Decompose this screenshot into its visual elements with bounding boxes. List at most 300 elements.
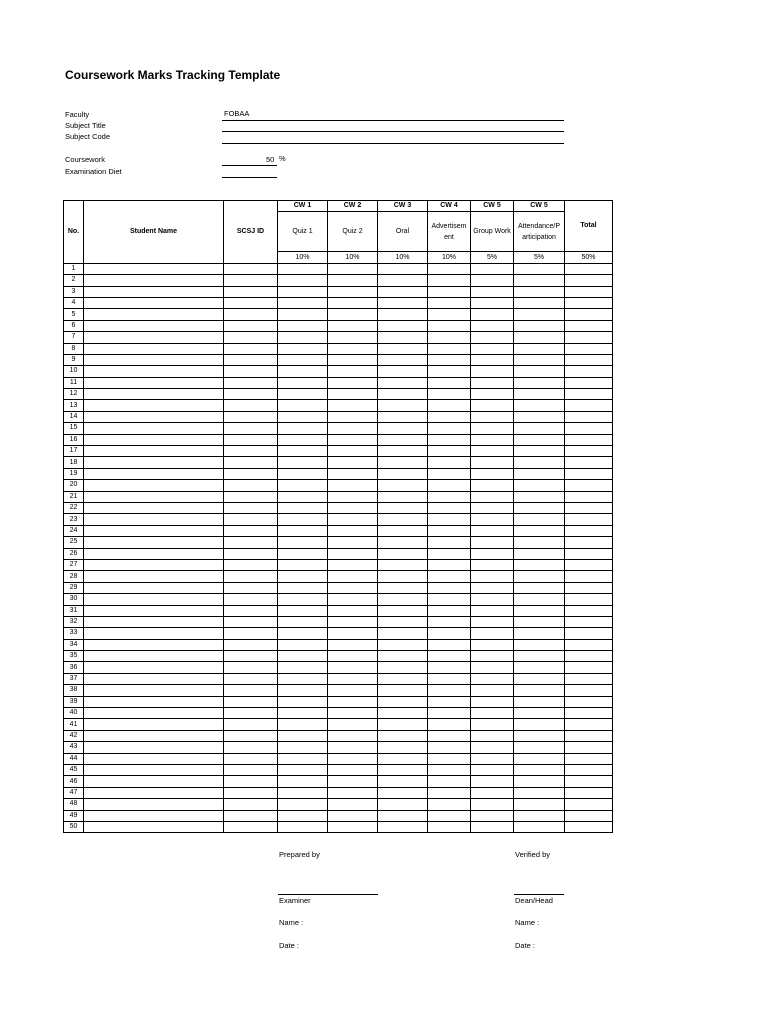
student-name-cell[interactable] xyxy=(84,810,224,821)
cw6-cell[interactable] xyxy=(514,651,565,662)
cw2-cell[interactable] xyxy=(328,594,378,605)
cw6-cell[interactable] xyxy=(514,594,565,605)
cw4-cell[interactable] xyxy=(428,708,471,719)
scsj-id-cell[interactable] xyxy=(224,525,278,536)
scsj-id-cell[interactable] xyxy=(224,628,278,639)
cw5-cell[interactable] xyxy=(471,320,514,331)
cw6-cell[interactable] xyxy=(514,616,565,627)
scsj-id-cell[interactable] xyxy=(224,651,278,662)
student-name-cell[interactable] xyxy=(84,457,224,468)
scsj-id-cell[interactable] xyxy=(224,320,278,331)
cw2-cell[interactable] xyxy=(328,628,378,639)
cw3-cell[interactable] xyxy=(378,639,428,650)
cw2-cell[interactable] xyxy=(328,810,378,821)
total-cell[interactable] xyxy=(565,662,613,673)
cw2-cell[interactable] xyxy=(328,776,378,787)
cw1-cell[interactable] xyxy=(278,275,328,286)
cw2-cell[interactable] xyxy=(328,559,378,570)
cw6-cell[interactable] xyxy=(514,525,565,536)
cw6-cell[interactable] xyxy=(514,628,565,639)
cw6-cell[interactable] xyxy=(514,411,565,422)
cw6-cell[interactable] xyxy=(514,320,565,331)
cw5-cell[interactable] xyxy=(471,616,514,627)
student-name-cell[interactable] xyxy=(84,719,224,730)
cw1-cell[interactable] xyxy=(278,605,328,616)
scsj-id-cell[interactable] xyxy=(224,468,278,479)
cw2-cell[interactable] xyxy=(328,332,378,343)
cw3-cell[interactable] xyxy=(378,400,428,411)
cw6-cell[interactable] xyxy=(514,502,565,513)
total-cell[interactable] xyxy=(565,297,613,308)
student-name-cell[interactable] xyxy=(84,434,224,445)
student-name-cell[interactable] xyxy=(84,787,224,798)
scsj-id-cell[interactable] xyxy=(224,434,278,445)
cw5-cell[interactable] xyxy=(471,685,514,696)
cw3-cell[interactable] xyxy=(378,457,428,468)
cw1-cell[interactable] xyxy=(278,537,328,548)
cw3-cell[interactable] xyxy=(378,708,428,719)
cw6-cell[interactable] xyxy=(514,730,565,741)
cw6-cell[interactable] xyxy=(514,297,565,308)
cw5-cell[interactable] xyxy=(471,309,514,320)
dean-signature-line[interactable] xyxy=(514,894,564,895)
cw5-cell[interactable] xyxy=(471,776,514,787)
cw3-cell[interactable] xyxy=(378,628,428,639)
scsj-id-cell[interactable] xyxy=(224,411,278,422)
total-cell[interactable] xyxy=(565,559,613,570)
cw4-cell[interactable] xyxy=(428,275,471,286)
cw6-cell[interactable] xyxy=(514,491,565,502)
cw4-cell[interactable] xyxy=(428,548,471,559)
cw5-cell[interactable] xyxy=(471,753,514,764)
total-cell[interactable] xyxy=(565,571,613,582)
scsj-id-cell[interactable] xyxy=(224,719,278,730)
scsj-id-cell[interactable] xyxy=(224,537,278,548)
scsj-id-cell[interactable] xyxy=(224,810,278,821)
cw3-cell[interactable] xyxy=(378,434,428,445)
cw5-cell[interactable] xyxy=(471,366,514,377)
scsj-id-cell[interactable] xyxy=(224,708,278,719)
student-name-cell[interactable] xyxy=(84,571,224,582)
scsj-id-cell[interactable] xyxy=(224,457,278,468)
cw1-cell[interactable] xyxy=(278,354,328,365)
scsj-id-cell[interactable] xyxy=(224,605,278,616)
cw5-cell[interactable] xyxy=(471,594,514,605)
cw1-cell[interactable] xyxy=(278,594,328,605)
student-name-cell[interactable] xyxy=(84,673,224,684)
cw2-cell[interactable] xyxy=(328,753,378,764)
cw2-cell[interactable] xyxy=(328,286,378,297)
cw1-cell[interactable] xyxy=(278,787,328,798)
total-cell[interactable] xyxy=(565,343,613,354)
scsj-id-cell[interactable] xyxy=(224,639,278,650)
cw1-cell[interactable] xyxy=(278,434,328,445)
cw1-cell[interactable] xyxy=(278,764,328,775)
student-name-cell[interactable] xyxy=(84,332,224,343)
total-cell[interactable] xyxy=(565,332,613,343)
cw6-cell[interactable] xyxy=(514,343,565,354)
cw4-cell[interactable] xyxy=(428,480,471,491)
cw3-cell[interactable] xyxy=(378,514,428,525)
cw4-cell[interactable] xyxy=(428,651,471,662)
cw4-cell[interactable] xyxy=(428,628,471,639)
total-cell[interactable] xyxy=(565,423,613,434)
total-cell[interactable] xyxy=(565,366,613,377)
total-cell[interactable] xyxy=(565,821,613,832)
student-name-cell[interactable] xyxy=(84,537,224,548)
total-cell[interactable] xyxy=(565,730,613,741)
cw3-cell[interactable] xyxy=(378,810,428,821)
student-name-cell[interactable] xyxy=(84,525,224,536)
cw6-cell[interactable] xyxy=(514,605,565,616)
total-cell[interactable] xyxy=(565,309,613,320)
scsj-id-cell[interactable] xyxy=(224,286,278,297)
cw3-cell[interactable] xyxy=(378,297,428,308)
total-cell[interactable] xyxy=(565,525,613,536)
cw2-cell[interactable] xyxy=(328,297,378,308)
cw5-cell[interactable] xyxy=(471,275,514,286)
cw1-cell[interactable] xyxy=(278,514,328,525)
total-cell[interactable] xyxy=(565,491,613,502)
cw2-cell[interactable] xyxy=(328,263,378,274)
cw5-cell[interactable] xyxy=(471,502,514,513)
student-name-cell[interactable] xyxy=(84,582,224,593)
cw6-cell[interactable] xyxy=(514,400,565,411)
cw4-cell[interactable] xyxy=(428,354,471,365)
cw3-cell[interactable] xyxy=(378,366,428,377)
cw5-cell[interactable] xyxy=(471,548,514,559)
student-name-cell[interactable] xyxy=(84,764,224,775)
cw2-cell[interactable] xyxy=(328,639,378,650)
cw1-cell[interactable] xyxy=(278,297,328,308)
scsj-id-cell[interactable] xyxy=(224,730,278,741)
cw3-cell[interactable] xyxy=(378,263,428,274)
student-name-cell[interactable] xyxy=(84,594,224,605)
cw6-cell[interactable] xyxy=(514,787,565,798)
cw4-cell[interactable] xyxy=(428,810,471,821)
cw1-cell[interactable] xyxy=(278,616,328,627)
student-name-cell[interactable] xyxy=(84,685,224,696)
cw3-cell[interactable] xyxy=(378,286,428,297)
scsj-id-cell[interactable] xyxy=(224,514,278,525)
cw4-cell[interactable] xyxy=(428,377,471,388)
cw1-cell[interactable] xyxy=(278,263,328,274)
cw5-cell[interactable] xyxy=(471,423,514,434)
student-name-cell[interactable] xyxy=(84,377,224,388)
cw3-cell[interactable] xyxy=(378,730,428,741)
cw2-cell[interactable] xyxy=(328,685,378,696)
cw4-cell[interactable] xyxy=(428,537,471,548)
cw2-cell[interactable] xyxy=(328,343,378,354)
student-name-cell[interactable] xyxy=(84,616,224,627)
cw4-cell[interactable] xyxy=(428,639,471,650)
cw2-cell[interactable] xyxy=(328,821,378,832)
cw3-cell[interactable] xyxy=(378,332,428,343)
cw3-cell[interactable] xyxy=(378,559,428,570)
cw5-cell[interactable] xyxy=(471,821,514,832)
cw5-cell[interactable] xyxy=(471,377,514,388)
cw6-cell[interactable] xyxy=(514,742,565,753)
scsj-id-cell[interactable] xyxy=(224,491,278,502)
total-cell[interactable] xyxy=(565,594,613,605)
total-cell[interactable] xyxy=(565,685,613,696)
cw5-cell[interactable] xyxy=(471,708,514,719)
cw6-cell[interactable] xyxy=(514,389,565,400)
scsj-id-cell[interactable] xyxy=(224,594,278,605)
scsj-id-cell[interactable] xyxy=(224,446,278,457)
cw2-cell[interactable] xyxy=(328,742,378,753)
total-cell[interactable] xyxy=(565,468,613,479)
cw3-cell[interactable] xyxy=(378,446,428,457)
student-name-cell[interactable] xyxy=(84,776,224,787)
cw3-cell[interactable] xyxy=(378,502,428,513)
cw5-cell[interactable] xyxy=(471,559,514,570)
cw3-cell[interactable] xyxy=(378,343,428,354)
cw3-cell[interactable] xyxy=(378,685,428,696)
total-cell[interactable] xyxy=(565,696,613,707)
cw2-cell[interactable] xyxy=(328,434,378,445)
student-name-cell[interactable] xyxy=(84,548,224,559)
cw5-cell[interactable] xyxy=(471,628,514,639)
cw2-cell[interactable] xyxy=(328,605,378,616)
student-name-cell[interactable] xyxy=(84,742,224,753)
cw1-cell[interactable] xyxy=(278,423,328,434)
cw4-cell[interactable] xyxy=(428,297,471,308)
cw4-cell[interactable] xyxy=(428,411,471,422)
cw5-cell[interactable] xyxy=(471,480,514,491)
cw1-cell[interactable] xyxy=(278,377,328,388)
cw3-cell[interactable] xyxy=(378,764,428,775)
student-name-cell[interactable] xyxy=(84,366,224,377)
cw4-cell[interactable] xyxy=(428,799,471,810)
cw2-cell[interactable] xyxy=(328,389,378,400)
cw4-cell[interactable] xyxy=(428,491,471,502)
examiner-signature-line[interactable] xyxy=(278,894,378,895)
cw2-cell[interactable] xyxy=(328,514,378,525)
student-name-cell[interactable] xyxy=(84,559,224,570)
cw2-cell[interactable] xyxy=(328,719,378,730)
total-cell[interactable] xyxy=(565,400,613,411)
total-cell[interactable] xyxy=(565,764,613,775)
total-cell[interactable] xyxy=(565,605,613,616)
scsj-id-cell[interactable] xyxy=(224,423,278,434)
cw6-cell[interactable] xyxy=(514,821,565,832)
cw4-cell[interactable] xyxy=(428,594,471,605)
cw6-cell[interactable] xyxy=(514,309,565,320)
cw1-cell[interactable] xyxy=(278,446,328,457)
cw1-cell[interactable] xyxy=(278,468,328,479)
cw5-cell[interactable] xyxy=(471,810,514,821)
student-name-cell[interactable] xyxy=(84,354,224,365)
cw1-cell[interactable] xyxy=(278,309,328,320)
exam-diet-field[interactable] xyxy=(222,177,277,178)
cw1-cell[interactable] xyxy=(278,571,328,582)
cw3-cell[interactable] xyxy=(378,787,428,798)
scsj-id-cell[interactable] xyxy=(224,559,278,570)
cw5-cell[interactable] xyxy=(471,389,514,400)
cw3-cell[interactable] xyxy=(378,525,428,536)
cw4-cell[interactable] xyxy=(428,514,471,525)
scsj-id-cell[interactable] xyxy=(224,776,278,787)
scsj-id-cell[interactable] xyxy=(224,366,278,377)
cw3-cell[interactable] xyxy=(378,537,428,548)
scsj-id-cell[interactable] xyxy=(224,343,278,354)
total-cell[interactable] xyxy=(565,377,613,388)
student-name-cell[interactable] xyxy=(84,423,224,434)
cw2-cell[interactable] xyxy=(328,468,378,479)
cw5-cell[interactable] xyxy=(471,354,514,365)
cw5-cell[interactable] xyxy=(471,446,514,457)
cw1-cell[interactable] xyxy=(278,810,328,821)
total-cell[interactable] xyxy=(565,719,613,730)
student-name-cell[interactable] xyxy=(84,821,224,832)
cw2-cell[interactable] xyxy=(328,502,378,513)
cw4-cell[interactable] xyxy=(428,696,471,707)
cw2-cell[interactable] xyxy=(328,571,378,582)
cw2-cell[interactable] xyxy=(328,354,378,365)
total-cell[interactable] xyxy=(565,810,613,821)
cw6-cell[interactable] xyxy=(514,764,565,775)
total-cell[interactable] xyxy=(565,502,613,513)
cw6-cell[interactable] xyxy=(514,696,565,707)
cw1-cell[interactable] xyxy=(278,685,328,696)
cw6-cell[interactable] xyxy=(514,480,565,491)
scsj-id-cell[interactable] xyxy=(224,696,278,707)
cw5-cell[interactable] xyxy=(471,332,514,343)
student-name-cell[interactable] xyxy=(84,320,224,331)
cw6-cell[interactable] xyxy=(514,719,565,730)
cw1-cell[interactable] xyxy=(278,742,328,753)
scsj-id-cell[interactable] xyxy=(224,377,278,388)
cw4-cell[interactable] xyxy=(428,263,471,274)
cw6-cell[interactable] xyxy=(514,354,565,365)
cw6-cell[interactable] xyxy=(514,457,565,468)
cw5-cell[interactable] xyxy=(471,537,514,548)
cw6-cell[interactable] xyxy=(514,639,565,650)
cw5-cell[interactable] xyxy=(471,662,514,673)
scsj-id-cell[interactable] xyxy=(224,582,278,593)
scsj-id-cell[interactable] xyxy=(224,332,278,343)
student-name-cell[interactable] xyxy=(84,286,224,297)
total-cell[interactable] xyxy=(565,582,613,593)
total-cell[interactable] xyxy=(565,514,613,525)
cw6-cell[interactable] xyxy=(514,776,565,787)
total-cell[interactable] xyxy=(565,457,613,468)
cw1-cell[interactable] xyxy=(278,651,328,662)
cw3-cell[interactable] xyxy=(378,651,428,662)
cw5-cell[interactable] xyxy=(471,764,514,775)
cw6-cell[interactable] xyxy=(514,514,565,525)
cw6-cell[interactable] xyxy=(514,446,565,457)
cw6-cell[interactable] xyxy=(514,332,565,343)
cw2-cell[interactable] xyxy=(328,673,378,684)
scsj-id-cell[interactable] xyxy=(224,662,278,673)
cw2-cell[interactable] xyxy=(328,616,378,627)
cw6-cell[interactable] xyxy=(514,423,565,434)
student-name-cell[interactable] xyxy=(84,343,224,354)
cw3-cell[interactable] xyxy=(378,753,428,764)
scsj-id-cell[interactable] xyxy=(224,753,278,764)
cw5-cell[interactable] xyxy=(471,457,514,468)
cw2-cell[interactable] xyxy=(328,787,378,798)
cw2-cell[interactable] xyxy=(328,662,378,673)
scsj-id-cell[interactable] xyxy=(224,787,278,798)
cw6-cell[interactable] xyxy=(514,708,565,719)
cw3-cell[interactable] xyxy=(378,320,428,331)
cw5-cell[interactable] xyxy=(471,787,514,798)
cw4-cell[interactable] xyxy=(428,309,471,320)
cw2-cell[interactable] xyxy=(328,411,378,422)
scsj-id-cell[interactable] xyxy=(224,275,278,286)
total-cell[interactable] xyxy=(565,708,613,719)
cw6-cell[interactable] xyxy=(514,468,565,479)
cw2-cell[interactable] xyxy=(328,423,378,434)
cw2-cell[interactable] xyxy=(328,309,378,320)
student-name-cell[interactable] xyxy=(84,446,224,457)
cw2-cell[interactable] xyxy=(328,320,378,331)
scsj-id-cell[interactable] xyxy=(224,821,278,832)
cw3-cell[interactable] xyxy=(378,673,428,684)
cw1-cell[interactable] xyxy=(278,411,328,422)
total-cell[interactable] xyxy=(565,639,613,650)
total-cell[interactable] xyxy=(565,616,613,627)
total-cell[interactable] xyxy=(565,742,613,753)
student-name-cell[interactable] xyxy=(84,662,224,673)
cw4-cell[interactable] xyxy=(428,571,471,582)
cw2-cell[interactable] xyxy=(328,582,378,593)
cw5-cell[interactable] xyxy=(471,434,514,445)
cw4-cell[interactable] xyxy=(428,400,471,411)
cw3-cell[interactable] xyxy=(378,605,428,616)
cw6-cell[interactable] xyxy=(514,286,565,297)
cw5-cell[interactable] xyxy=(471,582,514,593)
cw4-cell[interactable] xyxy=(428,582,471,593)
cw1-cell[interactable] xyxy=(278,582,328,593)
cw5-cell[interactable] xyxy=(471,605,514,616)
cw2-cell[interactable] xyxy=(328,400,378,411)
cw1-cell[interactable] xyxy=(278,821,328,832)
scsj-id-cell[interactable] xyxy=(224,263,278,274)
cw3-cell[interactable] xyxy=(378,742,428,753)
total-cell[interactable] xyxy=(565,411,613,422)
cw2-cell[interactable] xyxy=(328,696,378,707)
scsj-id-cell[interactable] xyxy=(224,400,278,411)
cw6-cell[interactable] xyxy=(514,263,565,274)
total-cell[interactable] xyxy=(565,275,613,286)
student-name-cell[interactable] xyxy=(84,297,224,308)
cw3-cell[interactable] xyxy=(378,423,428,434)
cw5-cell[interactable] xyxy=(471,400,514,411)
cw5-cell[interactable] xyxy=(471,411,514,422)
cw6-cell[interactable] xyxy=(514,559,565,570)
cw6-cell[interactable] xyxy=(514,685,565,696)
cw5-cell[interactable] xyxy=(471,263,514,274)
cw4-cell[interactable] xyxy=(428,821,471,832)
student-name-cell[interactable] xyxy=(84,651,224,662)
cw1-cell[interactable] xyxy=(278,799,328,810)
cw1-cell[interactable] xyxy=(278,332,328,343)
cw6-cell[interactable] xyxy=(514,753,565,764)
cw3-cell[interactable] xyxy=(378,411,428,422)
subject-code-field[interactable] xyxy=(222,143,564,144)
total-cell[interactable] xyxy=(565,480,613,491)
student-name-cell[interactable] xyxy=(84,275,224,286)
scsj-id-cell[interactable] xyxy=(224,309,278,320)
cw5-cell[interactable] xyxy=(471,343,514,354)
scsj-id-cell[interactable] xyxy=(224,502,278,513)
cw5-cell[interactable] xyxy=(471,514,514,525)
scsj-id-cell[interactable] xyxy=(224,389,278,400)
